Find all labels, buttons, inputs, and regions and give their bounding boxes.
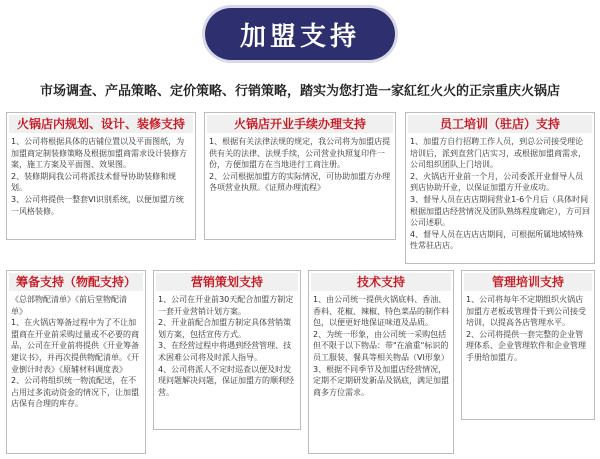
card-body: 1、公司在开业前30天配合加盟方制定一套开业营销计划方案。 2、开业前配合加盟方制定具体营销策划方案，包括宣传方式。 3、在经营过程中将遇到经营管理、技术困难公司将及时派人指导。 4、公司将派人不定时巡查以便及时发现问题解决问题，保证加盟方的顺利经营。 bbox=[158, 295, 294, 397]
title-banner bbox=[205, 8, 395, 60]
card-body: 1、由公司统一提供火锅底料、香油、香料、花椒、辣椒、特色菜品的制作料包，以便更好地保证味道及品质。 2、为统一形象，由公司统一采购包括但不限于以下物品：带"在渝重"标识的员工服装、餐具等相关物品（VI形象） 3、根据不同季节及加盟店经营情况，定期不定期研发新品及锅底，满足加盟商多方位需求。 bbox=[313, 295, 449, 397]
page-subtitle: 市场调查、产品策略、定价策略、行销策略，踏实为您打造一家紅红火火的正宗重庆火锅店 bbox=[39, 84, 560, 99]
card-title: 管理培训支持 bbox=[464, 273, 592, 291]
card-staff-training bbox=[405, 112, 595, 264]
card-body: 1、公司将每年不定期组织火锅店加盟方老板或管理骨干到公司接受培训，以提高各店管理水平。 2、公司将提供一套完整的企业管理体系、企业管理软件和企业管理手册给加盟方。 bbox=[466, 295, 586, 362]
card-title: 火锅店开业手续办理支持 bbox=[207, 115, 393, 133]
card-title: 营销策划支持 bbox=[156, 273, 298, 291]
card-preparation-supply bbox=[6, 270, 146, 454]
card-title: 员工培训（驻店）支持 bbox=[408, 115, 592, 133]
card-title: 技术支持 bbox=[311, 273, 451, 291]
card-store-design bbox=[6, 112, 196, 240]
card-body: 1、根据有关法律法规的规定，我公司将为加盟店提供有关的法律、法规手续，公司营业执照复印件一份，方便加盟方在当地进行工商注册。 2、公司根据加盟方的实际情况，可协助加盟方办理各项营业执照。《证照办理流程》 bbox=[209, 137, 391, 193]
card-title: 筹备支持（物配支持） bbox=[9, 273, 143, 291]
card-management-training bbox=[461, 270, 595, 420]
card-body: 1、加盟方自行招聘工作人员，到总公司接受理论培训后，派到直营门店实习，或根据加盟商需求，公司组织团队上门培训。 2、火锅店开业前一个月，公司委派开业督导人员到店协助开业，以保证加盟方开业成功。 3、督导人员在店店期间营业1-6个月后（具体时间根据加盟店经营情况及团队熟练程度确定），方可回公司述职。 4、督导人员在店店店期间，可根据所属地域特殊性常驻店店。 bbox=[410, 137, 590, 251]
card-license-procedure bbox=[204, 112, 396, 240]
card-body: 《总部物配清单》《前后堂物配清单》 1、在火锅店筹备过程中为了不让加盟商在开业前采购过量或不必要的商品，公司在开业前将提供《开业筹备建议书》，并再次提供物配清单。《开业倒计时表》《原辅材料调度表》 2、公司将组织统一物流配送，在不占用过多流动资金的情况下，让加盟店保有合理的库存。 bbox=[11, 295, 139, 409]
page-title: 加盟支持 bbox=[239, 21, 360, 52]
card-body: 1、公司将根据具体的店铺位置以及平面图纸，为加盟商定制装修策略及根据加盟商需求设计装修方案，施工方案及平面图、效果图。 2、装修期间我公司将派技术督导协助装修和规划。 3、公司将提供一整套VI识别系统，以便加盟方统一风格装修。 bbox=[11, 137, 187, 216]
card-technical bbox=[308, 270, 454, 454]
card-marketing bbox=[153, 270, 301, 430]
card-title: 火锅店内规划、设计、装修支持 bbox=[9, 115, 193, 133]
